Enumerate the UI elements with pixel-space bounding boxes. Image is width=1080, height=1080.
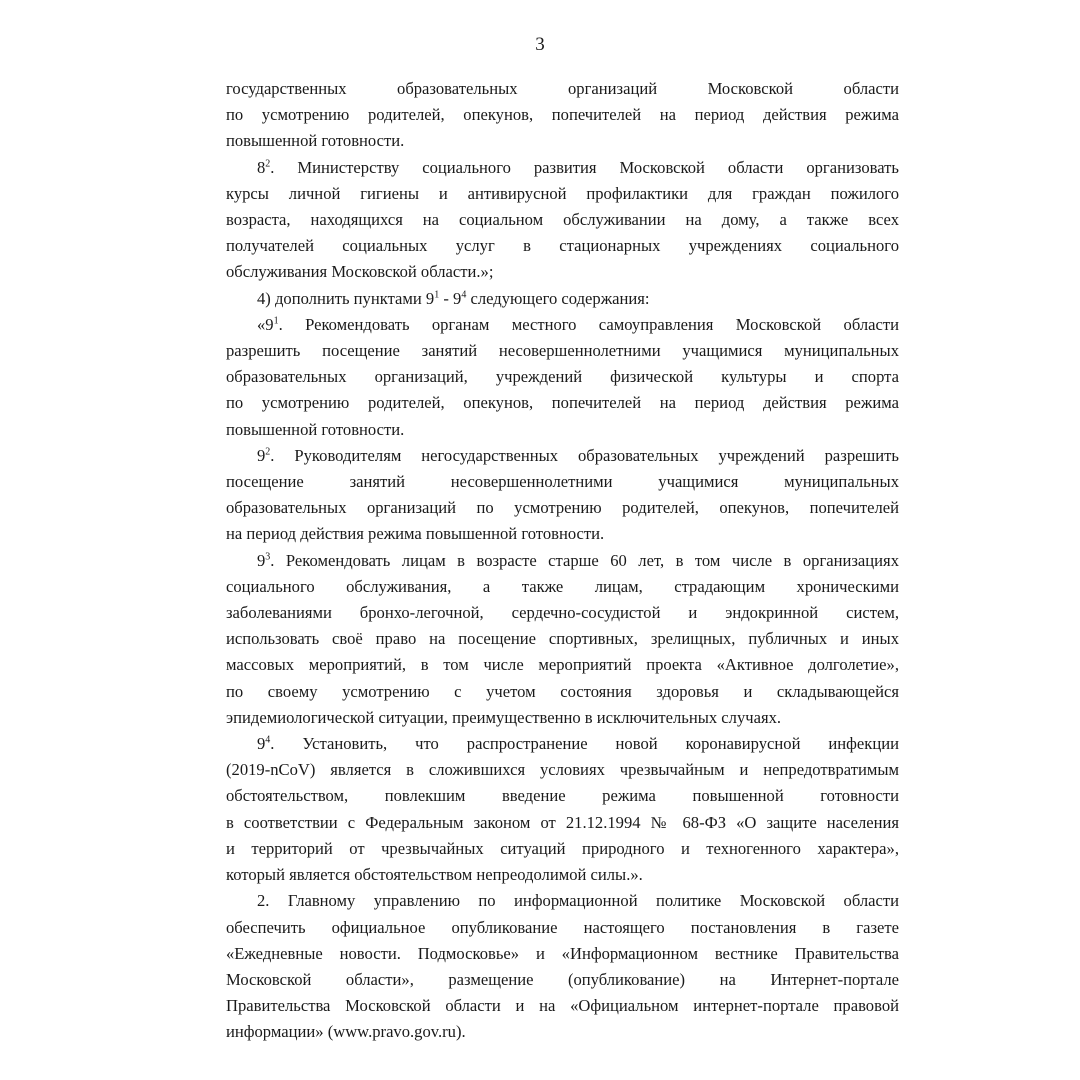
- paragraph-9-1: [226, 312, 899, 443]
- text-line: социального обслуживания, а также лицам, страдающим хроническими: [226, 576, 899, 596]
- paragraph-9-2: [226, 443, 899, 548]
- clause-superscript: 2: [265, 158, 271, 170]
- text-line: эпидемиологической ситуации, преимущественно в исключительных случаях.: [226, 707, 782, 727]
- text-line: на период действия режима повышенной готовности.: [226, 524, 605, 544]
- text-line: [226, 548, 899, 574]
- text-line: (2019-nCoV) является в сложившихся условиях чрезвычайным и непредотвратимым: [226, 760, 899, 780]
- clause-superscript: 3: [265, 551, 271, 563]
- text-line: разрешить посещение занятий несовершеннолетними учащимися муниципальных: [226, 341, 899, 361]
- text-line: обеспечить официальное опубликование настоящего постановления в газете: [226, 917, 899, 937]
- text-line: по усмотрению родителей, опекунов, попечителей на период действия режима: [226, 105, 899, 125]
- text-line: «Ежедневные новости. Подмосковье» и «Информационном вестнике Правительства: [226, 943, 899, 963]
- text-fragment: . Рекомендовать лицам в возрасте старше 60 лет, в том числе в организациях: [270, 550, 899, 570]
- paragraph-9-3: [226, 548, 899, 731]
- clause-number: 9: [257, 445, 266, 465]
- text-line: информации» (www.pravo.gov.ru).: [226, 1022, 466, 1042]
- text-line: посещение занятий несовершеннолетними учащимися муниципальных: [226, 472, 899, 492]
- text-line: получателей социальных услуг в стационарных учреждениях социального: [226, 236, 899, 256]
- clause-superscript: 1: [434, 289, 440, 301]
- text-line: возраста, находящихся на социальном обслуживании на дому, а также всех: [226, 210, 899, 230]
- paragraph-9-4: [226, 731, 899, 888]
- text-line: в соответствии с Федеральным законом от 21.12.1994 № 68-ФЗ «О защите населения: [226, 812, 899, 832]
- text-line: [226, 731, 899, 757]
- text-line: заболеваниями бронхо-легочной, сердечно-сосудистой и эндокринной систем,: [226, 603, 899, 623]
- text-line: использовать своё право на посещение спортивных, зрелищных, публичных и иных: [226, 629, 899, 649]
- text-line: Московской области», размещение (опубликование) на Интернет-портале: [226, 969, 899, 989]
- clause-number: «9: [257, 314, 274, 334]
- text-line: государственных образовательных организаций Московской области: [226, 79, 899, 98]
- text-line: который является обстоятельством непреодолимой силы.».: [226, 865, 643, 885]
- paragraph-8-2: [226, 155, 899, 286]
- text-fragment: . Рекомендовать органам местного самоуправления Московской области: [278, 314, 899, 334]
- clause-superscript: 1: [273, 315, 279, 327]
- clause-number: 9: [257, 550, 266, 570]
- clause-number: 8: [257, 157, 266, 177]
- text-line: образовательных организаций, учреждений физической культуры и спорта: [226, 367, 899, 387]
- paragraph-4: [226, 286, 899, 312]
- text-line: повышенной готовности.: [226, 131, 405, 151]
- text-line: повышенной готовности.: [226, 419, 405, 439]
- text-line: по своему усмотрению с учетом состояния здоровья и складывающейся: [226, 681, 899, 701]
- text-fragment: . Руководителям негосударственных образовательных учреждений разрешить: [270, 445, 899, 465]
- text-line: и территорий от чрезвычайных ситуаций природного и техногенного характера»,: [226, 838, 899, 858]
- text-line: 2. Главному управлению по информационной политике Московской области: [257, 891, 899, 911]
- text-line: [226, 443, 899, 469]
- text-line: по усмотрению родителей, опекунов, попечителей на период действия режима: [226, 393, 899, 413]
- document-body: [226, 76, 899, 1046]
- page-number: 3: [535, 34, 545, 55]
- paragraph-continuation: [226, 76, 899, 155]
- text-line: образовательных организаций по усмотрению родителей, опекунов, попечителей: [226, 498, 899, 518]
- text-line: массовых мероприятий, в том числе мероприятий проекта «Активное долголетие»,: [226, 655, 899, 675]
- text-line: [226, 286, 899, 312]
- text-line: Правительства Московской области и на «Официальном интернет-портале правовой: [226, 996, 899, 1016]
- text-fragment: . Установить, что распространение новой коронавирусной инфекции: [270, 734, 899, 754]
- text-fragment: 4) дополнить пунктами 9: [257, 288, 435, 308]
- text-line: курсы личной гигиены и антивирусной профилактики для граждан пожилого: [226, 183, 899, 203]
- text-line: [226, 312, 899, 338]
- clause-number: 9: [257, 734, 266, 754]
- clause-superscript: 4: [265, 734, 271, 746]
- text-fragment: . Министерству социального развития Московской области организовать: [270, 157, 899, 177]
- text-line: [226, 155, 899, 181]
- text-fragment: следующего содержания:: [466, 288, 650, 308]
- clause-superscript: 2: [265, 446, 271, 458]
- clause-superscript: 4: [461, 289, 467, 301]
- paragraph-2: [226, 888, 899, 1045]
- text-line: обстоятельством, повлекшим введение режима повышенной готовности: [226, 786, 899, 806]
- text-fragment: - 9: [439, 288, 462, 308]
- text-line: обслуживания Московской области.»;: [226, 262, 494, 282]
